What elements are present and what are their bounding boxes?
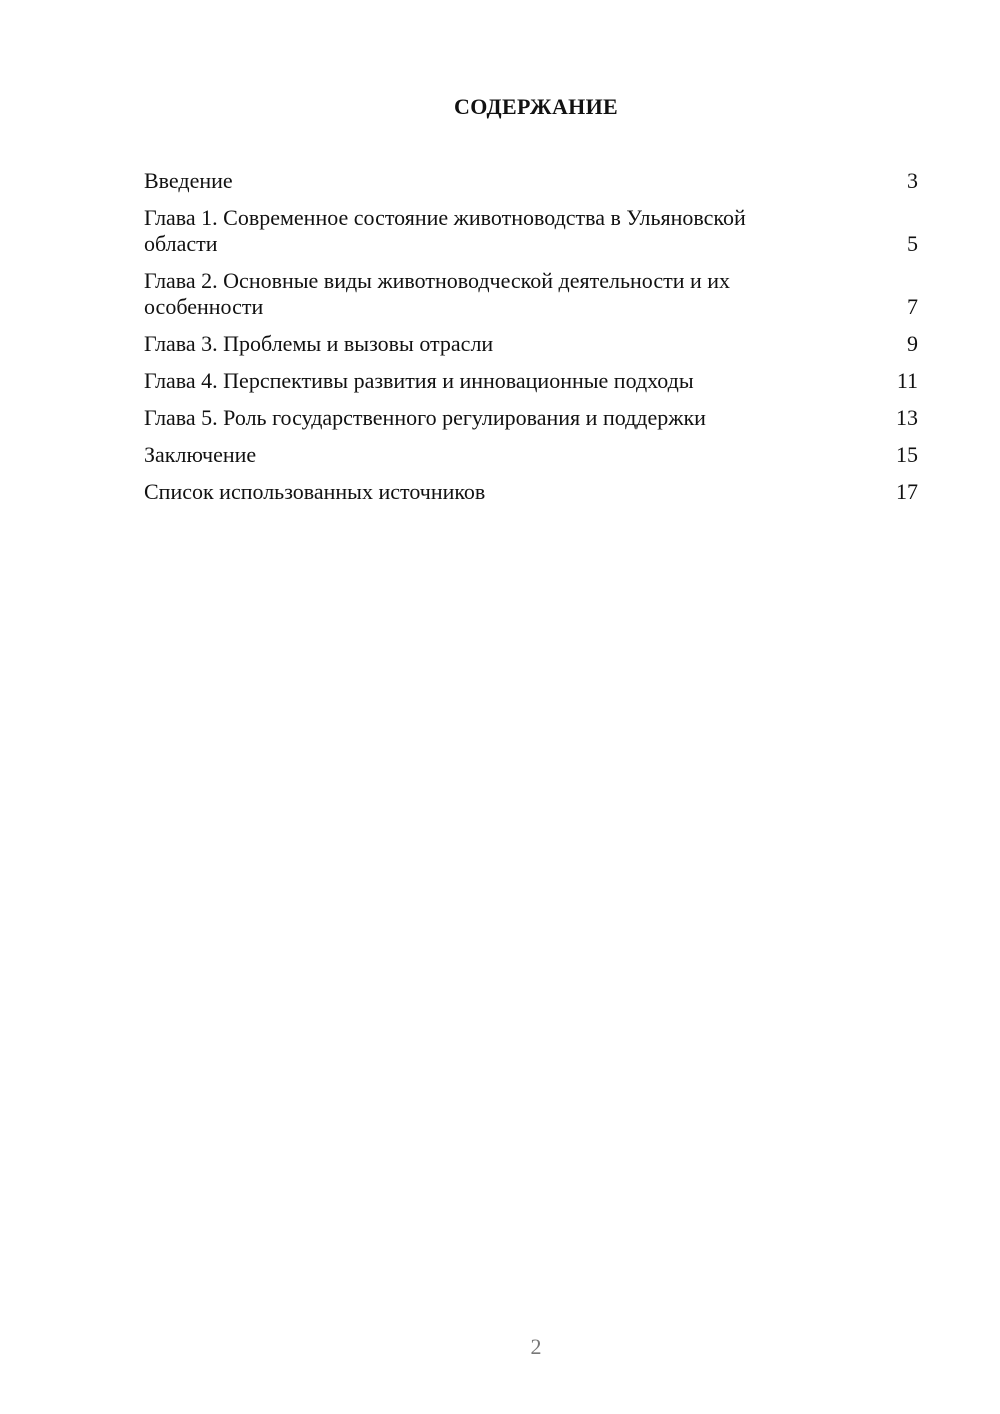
toc-entry-text: Глава 2. Основные виды животноводческой деятельности и их особенности xyxy=(144,268,731,319)
toc-entry-page: 5 xyxy=(907,231,918,256)
toc-entry-text: Список использованных источников xyxy=(144,479,486,504)
table-of-contents xyxy=(144,168,918,516)
toc-entry-page: 15 xyxy=(896,442,918,467)
toc-entry-chapter-2[interactable] xyxy=(144,268,918,320)
toc-entry-page: 13 xyxy=(896,405,918,430)
toc-heading-text: СОДЕРЖАНИЕ xyxy=(454,94,618,119)
toc-entry-text: Глава 1. Современное состояние животноводства в Ульяновской области xyxy=(144,205,746,256)
toc-entry-text: Глава 3. Проблемы и вызовы отрасли xyxy=(144,331,494,356)
toc-entry-page: 7 xyxy=(907,294,918,319)
toc-entry-chapter-4[interactable] xyxy=(144,368,918,394)
toc-entry-introduction[interactable] xyxy=(144,168,918,194)
page-number: 2 xyxy=(530,1334,542,1359)
toc-entry-chapter-1[interactable] xyxy=(144,205,918,257)
toc-entry-text: Глава 5. Роль государственного регулирования и поддержки xyxy=(144,405,706,430)
toc-entry-page: 9 xyxy=(907,331,918,356)
toc-entry-page: 17 xyxy=(896,479,918,504)
toc-entry-text: Заключение xyxy=(144,442,257,467)
toc-entry-page: 3 xyxy=(907,168,918,193)
toc-entry-conclusion[interactable] xyxy=(144,442,918,468)
toc-entry-text: Введение xyxy=(144,168,233,193)
toc-entry-references[interactable] xyxy=(144,479,918,505)
toc-heading xyxy=(0,94,1000,120)
toc-entry-chapter-5[interactable] xyxy=(144,405,918,431)
toc-entry-chapter-3[interactable] xyxy=(144,331,918,357)
toc-entry-page: 11 xyxy=(896,368,918,393)
toc-entry-text: Глава 4. Перспективы развития и инновационные подходы xyxy=(144,368,694,393)
